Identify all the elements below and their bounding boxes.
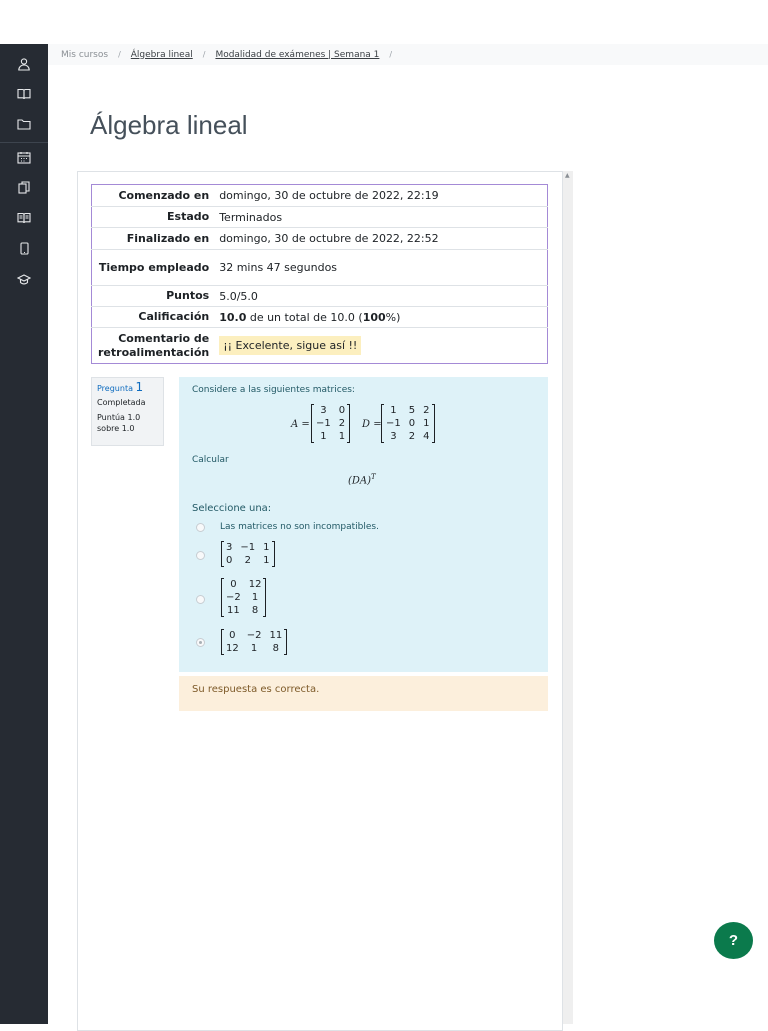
graduation-cap-icon[interactable] <box>0 267 48 291</box>
breadcrumb-item-mis-cursos[interactable]: Mis cursos <box>61 49 109 60</box>
select-prompt: Seleccione una: <box>192 503 272 514</box>
matrix-cell: 11 <box>227 605 240 616</box>
matrix-cell: 4 <box>423 431 430 442</box>
matrix-cell: 0 <box>230 579 237 590</box>
matrix-d-label: D = <box>362 419 382 430</box>
matrix-cell: 2 <box>244 555 251 566</box>
matrix-cell: 8 <box>251 605 259 616</box>
summary-value: 5.0/5.0 <box>218 286 547 307</box>
summary-value <box>218 307 547 328</box>
matrix-cell: 1 <box>263 555 270 566</box>
matrix-cell: 3 <box>226 542 233 553</box>
mobile-icon[interactable] <box>0 236 48 260</box>
breadcrumb-item-course[interactable]: Álgebra lineal <box>130 49 193 60</box>
answer-option-3-matrix <box>221 578 266 617</box>
user-icon[interactable] <box>0 52 48 76</box>
summary-row <box>92 250 548 286</box>
summary-value: domingo, 30 de octubre de 2022, 22:19 <box>218 185 547 207</box>
overall-feedback: ¡¡ Excelente, sigue así !! <box>219 336 361 355</box>
calendar-icon[interactable] <box>0 145 48 169</box>
matrix-cell: 12 <box>226 643 239 654</box>
grade-value: 10.0 <box>219 310 247 324</box>
grade-percent: 100 <box>362 310 386 324</box>
breadcrumb-separator: / <box>389 50 393 59</box>
summary-value <box>218 328 547 364</box>
question-label: Pregunta <box>97 384 133 393</box>
calc-label: Calcular <box>192 455 229 465</box>
copy-icon[interactable] <box>0 175 48 199</box>
matrix-cell: −1 <box>240 542 256 553</box>
answer-radio-3[interactable] <box>196 595 205 604</box>
folder-icon[interactable] <box>0 112 48 136</box>
matrix-cell: 11 <box>269 630 283 641</box>
summary-row <box>92 307 548 328</box>
matrix-cell: −2 <box>246 630 262 641</box>
expression-base: (DA) <box>348 475 372 487</box>
summary-row <box>92 228 548 250</box>
summary-row <box>92 286 548 307</box>
matrix-cell: 1 <box>263 542 270 553</box>
help-button[interactable]: ? <box>714 922 753 959</box>
matrix-cell: 0 <box>226 555 233 566</box>
matrix-a-label: A = <box>291 419 310 430</box>
summary-row <box>92 207 548 228</box>
matrix-cell: 1 <box>320 431 327 442</box>
matrix-d <box>381 404 435 443</box>
expression <box>348 473 376 486</box>
summary-label: Estado <box>92 207 219 228</box>
summary-value: domingo, 30 de octubre de 2022, 22:52 <box>218 228 547 250</box>
book-icon[interactable] <box>0 82 48 106</box>
book-open-icon[interactable] <box>0 206 48 230</box>
sidebar <box>0 44 48 1024</box>
summary-label: Comenzado en <box>92 185 219 207</box>
summary-row <box>92 328 548 364</box>
expression-superscript: T <box>371 473 376 481</box>
matrix-cell: 3 <box>390 431 397 442</box>
summary-label: Calificación <box>92 307 219 328</box>
question-intro: Considere a las siguientes matrices: <box>192 385 355 395</box>
matrix-cell: 3 <box>320 405 327 416</box>
matrix-a <box>311 404 350 443</box>
matrix-cell: 2 <box>338 418 346 429</box>
summary-label: Comentario de retroalimentación <box>98 331 210 359</box>
matrix-cell: 5 <box>408 405 416 416</box>
scrollbar[interactable] <box>563 171 573 1024</box>
matrix-cell: 8 <box>272 643 280 654</box>
matrix-cell: 0 <box>229 630 236 641</box>
matrix-cell: 2 <box>423 405 430 416</box>
matrix-cell: 2 <box>408 431 416 442</box>
breadcrumb-separator: / <box>118 50 121 59</box>
breadcrumb-separator: / <box>202 50 206 59</box>
matrix-cell: 1 <box>250 643 258 654</box>
grade-percent-sign: %) <box>385 310 401 324</box>
question-feedback: Su respuesta es correcta. <box>179 676 548 711</box>
answer-option-1-text: Las matrices no son incompatibles. <box>220 522 379 532</box>
matrix-cell: −2 <box>226 592 241 603</box>
page-title: Álgebra lineal <box>90 110 248 140</box>
answer-option-2-matrix <box>221 541 275 567</box>
sidebar-divider <box>0 142 48 143</box>
summary-label: Tiempo empleado <box>92 250 219 286</box>
question-info-box <box>91 377 164 446</box>
matrix-cell: −1 <box>316 418 331 429</box>
grade-total: de un total de 10.0 ( <box>246 310 363 324</box>
breadcrumb-item-section[interactable]: Modalidad de exámenes | Semana 1 <box>215 49 380 60</box>
question-state: Completada <box>97 398 146 407</box>
summary-value: 32 mins 47 segundos <box>218 250 547 286</box>
matrix-cell: 1 <box>338 431 346 442</box>
summary-label: Puntos <box>92 286 219 307</box>
answer-radio-1[interactable] <box>196 523 205 532</box>
summary-value: Terminados <box>218 207 547 228</box>
matrix-cell: 0 <box>408 418 416 429</box>
matrix-cell: 0 <box>338 405 346 416</box>
answer-radio-4[interactable] <box>196 638 205 647</box>
breadcrumb <box>48 44 768 65</box>
summary-label: Finalizado en <box>92 228 219 250</box>
matrix-cell: 12 <box>248 579 262 590</box>
matrix-cell: 1 <box>423 418 430 429</box>
answer-option-4-matrix <box>221 629 287 655</box>
question-content <box>179 377 548 672</box>
summary-row <box>92 185 548 207</box>
question-number: 1 <box>135 380 144 394</box>
answer-radio-2[interactable] <box>196 551 205 560</box>
question-grade: Puntúa 1.0 sobre 1.0 <box>97 413 141 433</box>
top-navbar <box>0 0 768 44</box>
scroll-up-arrow-icon[interactable]: ▲ <box>565 172 570 179</box>
matrix-cell: −1 <box>386 418 401 429</box>
matrix-cell: 1 <box>390 405 397 416</box>
attempt-summary-table <box>91 184 548 364</box>
matrix-cell: 1 <box>251 592 259 603</box>
